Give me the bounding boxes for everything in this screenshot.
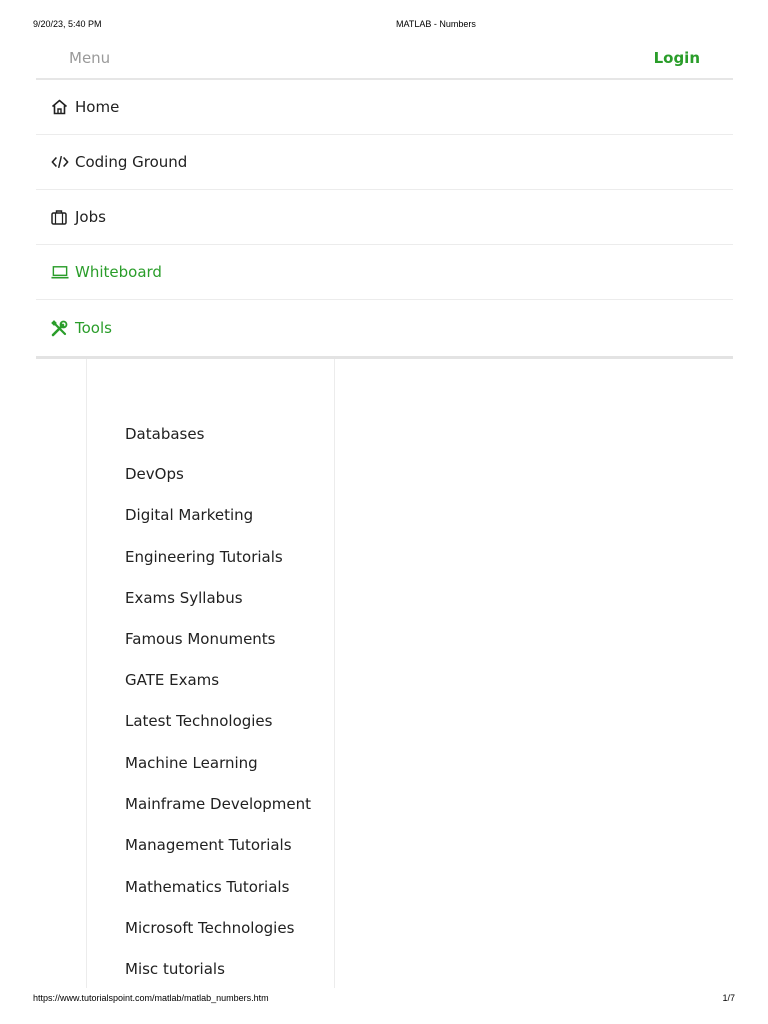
category-item[interactable]: Microsoft Technologies xyxy=(125,919,295,937)
category-item[interactable]: Mathematics Tutorials xyxy=(125,878,290,896)
nav-item-home[interactable] xyxy=(36,80,733,135)
nav-item-coding-ground[interactable] xyxy=(36,135,733,190)
category-item[interactable]: Misc tutorials xyxy=(125,960,225,978)
category-sidebar xyxy=(86,340,335,988)
category-item[interactable]: Latest Technologies xyxy=(125,712,273,730)
tools-icon xyxy=(51,319,69,337)
menu-button[interactable]: Menu xyxy=(69,49,111,67)
nav-item-label: Tools xyxy=(75,319,112,337)
category-item[interactable]: Databases xyxy=(125,425,205,443)
category-item[interactable]: GATE Exams xyxy=(125,671,220,689)
home-icon xyxy=(51,98,69,116)
login-link[interactable]: Login xyxy=(653,49,700,67)
category-item[interactable]: Famous Monuments xyxy=(125,630,276,648)
nav-item-tools[interactable] xyxy=(36,300,733,356)
category-item[interactable]: Engineering Tutorials xyxy=(125,548,283,566)
top-bar xyxy=(36,42,733,80)
category-item[interactable]: DevOps xyxy=(125,465,184,483)
category-item[interactable]: Exams Syllabus xyxy=(125,589,243,607)
briefcase-icon xyxy=(51,208,69,226)
nav-item-whiteboard[interactable] xyxy=(36,245,733,300)
nav-item-jobs[interactable] xyxy=(36,190,733,245)
code-icon xyxy=(51,153,69,171)
nav-item-label: Coding Ground xyxy=(75,153,188,171)
print-title: MATLAB - Numbers xyxy=(396,19,476,29)
category-item[interactable]: Management Tutorials xyxy=(125,836,292,854)
print-url: https://www.tutorialspoint.com/matlab/matlab_numbers.htm xyxy=(33,993,269,1003)
category-item[interactable]: Mainframe Development xyxy=(125,795,312,813)
nav-item-label: Jobs xyxy=(75,208,106,226)
nav-dropdown xyxy=(36,80,733,359)
laptop-icon xyxy=(51,263,69,281)
print-page-number: 1/7 xyxy=(722,993,735,1003)
print-date: 9/20/23, 5:40 PM xyxy=(33,19,102,29)
category-item[interactable]: Machine Learning xyxy=(125,754,258,772)
nav-item-label: Whiteboard xyxy=(75,263,162,281)
category-item[interactable]: Digital Marketing xyxy=(125,506,254,524)
nav-item-label: Home xyxy=(75,98,120,116)
